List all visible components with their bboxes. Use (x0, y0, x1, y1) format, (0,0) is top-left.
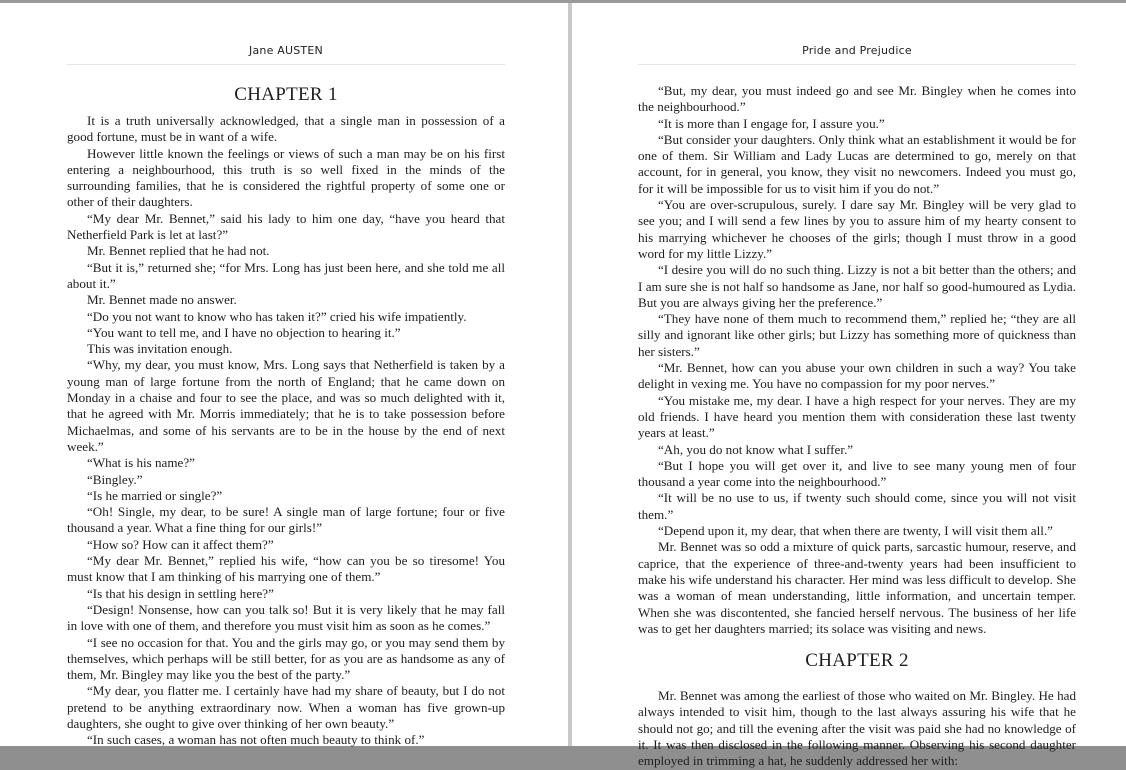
running-head-author: Jane AUSTEN (249, 44, 323, 57)
paragraph: However little known the feelings or views of such a man may be on his first entering a neighbourhood, this truth is so well fixed in the minds of the surrounding families, that he is considered the rightful property of some one or other of their daughters. (67, 145, 505, 210)
left-page (0, 3, 568, 746)
paragraph: This was invitation enough. (87, 341, 233, 357)
paragraph: “You want to tell me, and I have no objection to hearing it.” (87, 324, 401, 340)
chapter-1-continued-paragraphs (638, 83, 1076, 637)
left-page-text (67, 83, 505, 749)
paragraph: “Design! Nonsense, how can you talk so! But it is very likely that he may fall in love with one of them, and therefore you must visit him as soon as he comes.” (67, 601, 505, 634)
paragraph: “Why, my dear, you must know, Mrs. Long says that Netherfield is taken by a young man of large fortune from the north of England; that he came down on Monday in a chaise and four to see the place, and was so much delighted with it, that he agreed with Mr. Morris immediately; that he is to take possession before Michaelmas, and some of his servants are to be in the house by the end of next week.” (67, 357, 505, 454)
paragraph: “But consider your daughters. Only think what an establishment it would be for one of them. Sir William and Lady Lucas are determined to go, merely on that account, for in general, you know, they visit no newcomers. Indeed you must go, for it will be impossible for us to visit him if you do not.” (638, 131, 1076, 196)
right-page-text (638, 83, 1076, 770)
paragraph: “You mistake me, my dear. I have a high respect for your nerves. They are my old friends. I have heard you mention them with consideration these last twenty years at least.” (638, 392, 1076, 441)
paragraph: “My dear, you flatter me. I certainly have had my share of beauty, but I do not pretend to be anything extraordinary now. When a woman has five grown-up daughters, she ought to give over thinking of her own beauty.” (67, 683, 505, 731)
chapter-title: CHAPTER 1 (234, 84, 338, 105)
paragraph: It is a truth universally acknowledged, that a single man in possession of a good fortune, must be in want of a wife. (67, 113, 505, 145)
paragraph: “Do you not want to know who has taken it?” cried his wife impatiently. (87, 308, 467, 324)
paragraph: “Depend upon it, my dear, that when there are twenty, I will visit them all.” (658, 523, 1053, 539)
paragraph: “But it is,” returned she; “for Mrs. Long has just been here, and she told me all about it.” (67, 259, 505, 291)
chapter-1-paragraphs (67, 113, 505, 749)
paragraph: “Oh! Single, my dear, to be sure! A single man of large fortune; four or five thousand a year. What a fine thing for our girls!” (67, 504, 505, 536)
right-page (572, 3, 1126, 769)
paragraph: Mr. Bennet replied that he had not. (87, 243, 270, 259)
header-rule (67, 64, 505, 65)
paragraph: “My dear Mr. Bennet,” said his lady to him one day, “have you heard that Netherfield Park is let at last?” (67, 210, 505, 243)
paragraph: “You are over-scrupulous, surely. I dare say Mr. Bingley will be very glad to see you; and I will send a few lines by you to assure him of my hearty consent to his marrying whichever he chooses of the girls; though I must throw in a good word for my little Lizzy.” (638, 197, 1076, 261)
paragraph: “Is he married or single?” (87, 487, 223, 503)
paragraph: “It is more than I engage for, I assure you.” (658, 115, 885, 131)
header-rule (638, 64, 1076, 65)
paragraph: Mr. Bennet was so odd a mixture of quick parts, sarcastic humour, reserve, and caprice, that the experience of three-and-twenty years had been insufficient to make his wife understand his character. Her mind was less difficult to develop. She was a woman of mean understanding, little information, and uncertain temper. When she was discontented, she fancied herself nervous. The business of her life was to get her daughters married; its solace was visiting and news. (638, 539, 1076, 636)
paragraph: “But, my dear, you must indeed go and see Mr. Bingley when he comes into the neighbourhood.” (638, 83, 1076, 115)
paragraph: “I desire you will do no such thing. Lizzy is not a bit better than the others; and I am sure she is not half so handsome as Jane, nor half so good-humoured as Lydia. But you are always giving her the preference.” (638, 262, 1076, 310)
paragraph: “My dear Mr. Bennet,” replied his wife, “how can you be so tiresome! You must know that I am thinking of his marrying one of them.” (67, 553, 505, 585)
paragraph: “What is his name?” (87, 455, 195, 471)
paragraph: “But I hope you will get over it, and live to see many young men of four thousand a year come into the neighbourhood.” (638, 457, 1076, 490)
paragraph: “I see no occasion for that. You and the girls may go, or you may send them by themselves, which perhaps will be still better, for as you are as handsome as any of them, Mr. Bingley may like you the best of the party.” (67, 634, 505, 683)
chapter-2-paragraphs (638, 688, 1076, 769)
paragraph: Mr. Bennet made no answer. (87, 292, 237, 308)
paragraph: Mr. Bennet was among the earliest of those who waited on Mr. Bingley. He had always intended to visit him, though to the last always assuring his wife that he should not go; and till the evening after the visit was paid she had no knowledge of it. It was then disclosed in the following manner. Observing his second daughter employed in trimming a hat, he suddenly addressed her with: (638, 688, 1076, 769)
running-head-title: Pride and Prejudice (802, 44, 912, 57)
chapter-2-title: CHAPTER 2 (805, 650, 909, 672)
paragraph: “Is that his design in settling here?” (87, 585, 274, 601)
paragraph: “Ah, you do not know what I suffer.” (658, 441, 854, 457)
paragraph: “It will be no use to us, if twenty such should come, since you will not visit them.” (638, 490, 1076, 522)
paragraph: “Mr. Bennet, how can you abuse your own children in such a way? You take delight in vexing me. You have no compassion for my poor nerves.” (638, 360, 1076, 392)
paragraph: “They have none of them much to recommend them,” replied he; “they are all silly and ignorant like other girls; but Lizzy has something more of quickness than her sisters.” (638, 311, 1076, 359)
paragraph: “Bingley.” (87, 471, 143, 487)
paragraph: “In such cases, a woman has not often much beauty to think of.” (87, 732, 425, 748)
paragraph: “How so? How can it affect them?” (87, 536, 274, 552)
